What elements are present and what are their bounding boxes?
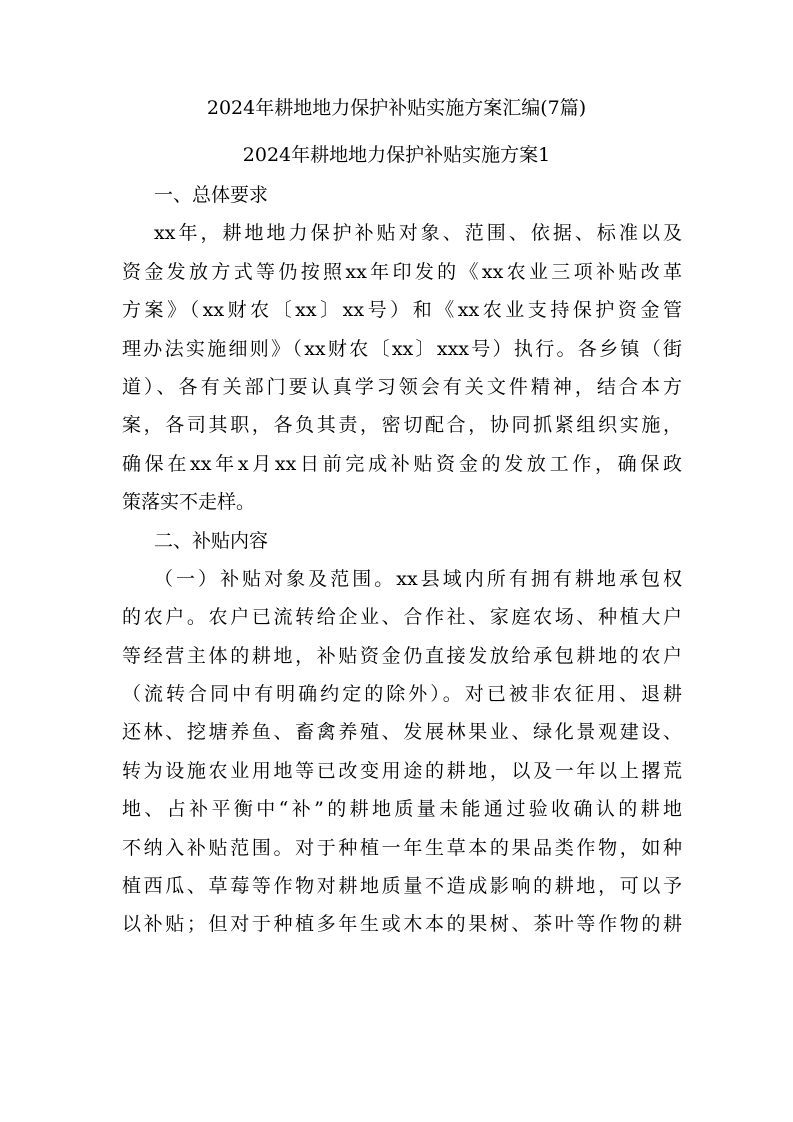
paragraph-line: 植西瓜、草莓等作物对耕地质量不造成影响的耕地，可以予 — [122, 875, 682, 898]
paragraph-line: 理办法实施细则》（xx财农〔xx〕xxx号）执行。各乡镇（街 — [122, 337, 682, 360]
document-main-title: 2024年耕地地力保护补贴实施方案汇编(7篇) — [206, 97, 587, 119]
paragraph-line: 转为设施农业用地等已改变用途的耕地，以及一年以上撂荒 — [122, 759, 682, 782]
paragraph-line: 案，各司其职，各负其责，密切配合，协同抓紧组织实施， — [122, 414, 682, 437]
paragraph-line: （流转合同中有明确约定的除外）。对已被非农征用、退耕 — [122, 683, 682, 706]
paragraph-line: 资金发放方式等仍按照xx年印发的《xx农业三项补贴改革 — [122, 260, 682, 283]
paragraph-line: 道）、各有关部门要认真学习领会有关文件精神，结合本方 — [122, 375, 682, 398]
paragraph-line: 的农户。农户已流转给企业、合作社、家庭农场、种植大户 — [122, 606, 682, 629]
paragraph-line: 方案》（xx财农〔xx〕xx号）和《xx农业支持保护资金管 — [122, 299, 682, 322]
paragraph-line: 等经营主体的耕地，补贴资金仍直接发放给承包耕地的农户 — [122, 644, 682, 667]
document-body — [122, 176, 682, 944]
paragraph-line: （一）补贴对象及范围。xx县域内所有拥有耕地承包权 — [154, 567, 682, 590]
paragraph-line: 地、占补平衡中“补”的耕地质量未能通过验收确认的耕地 — [122, 798, 682, 821]
paragraph-line: 策落实不走样。 — [122, 491, 256, 514]
section-heading: 一、总体要求 — [154, 184, 269, 206]
paragraph-line: 不纳入补贴范围。对于种植一年生草本的果品类作物，如种 — [122, 836, 682, 859]
paragraph-line: 以补贴；但对于种植多年生或木本的果树、茶叶等作物的耕 — [122, 913, 682, 936]
section-heading: 二、补贴内容 — [154, 529, 269, 552]
paragraph-line: 确保在xx年x月xx日前完成补贴资金的发放工作，确保政 — [122, 452, 682, 475]
paragraph-line: 还林、挖塘养鱼、畜禽养殖、发展林果业、绿化景观建设、 — [122, 721, 682, 744]
section-title: 2024年耕地地力保护补贴实施方案1 — [242, 144, 551, 166]
paragraph-line: xx年，耕地地力保护补贴对象、范围、依据、标准以及 — [154, 222, 682, 245]
